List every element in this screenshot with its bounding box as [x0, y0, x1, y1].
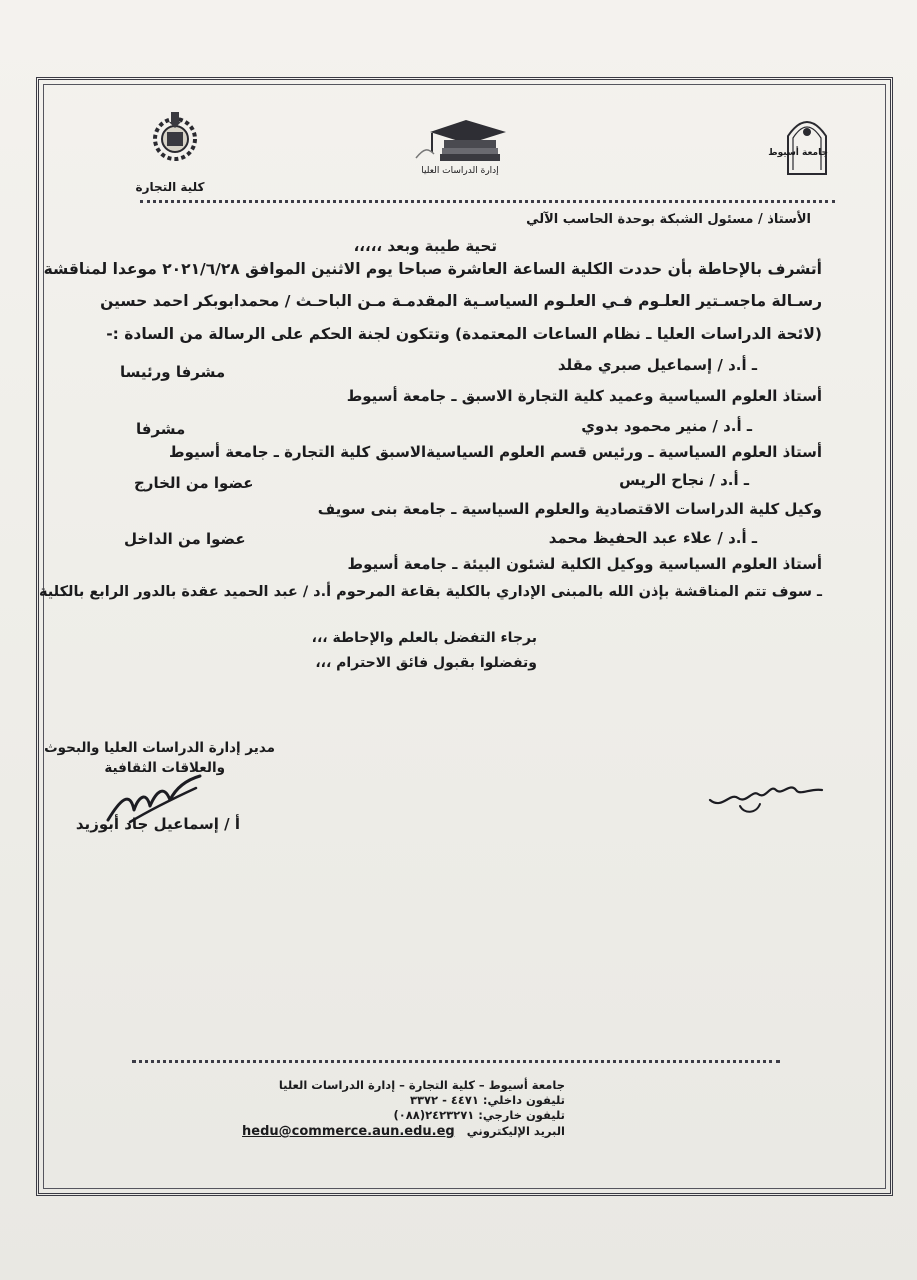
- center-logo-caption: إدارة الدراسات العليا: [421, 166, 499, 176]
- graduation-cap-logo-icon: [410, 118, 510, 170]
- faculty-label: كلية التجارة: [135, 180, 205, 194]
- footer-divider: [132, 1060, 780, 1063]
- paragraph-line-1: أتشرف بالإحاطة بأن حددت الكلية الساعة العاشرة صباحا يوم الاثنين الموافق ٢٠٢١/٦/٢٨ موعدا لمناقشة: [43, 260, 822, 278]
- footer-line-3: تليفون خارجي: ٢٤٢٣٢٧١(٠٨٨): [393, 1108, 565, 1122]
- signatory-name: أ / إسماعيل جاد أبوزيد: [75, 815, 240, 833]
- member-4-role: عضوا من الداخل: [124, 530, 246, 548]
- paragraph-line-2: رسـالة ماجسـتير العلـوم فـي العلـوم السياسـية المقدمـة مـن الباحـث / محمدابوبكر احمد حسين: [100, 292, 822, 310]
- member-3-title: وكيل كلية الدراسات الاقتصادية والعلوم السياسية ـ جامعة بنى سويف: [317, 500, 822, 518]
- signatory-title-line-2: والعلاقات الثقافية: [104, 760, 225, 776]
- member-4-title: أستاذ العلوم السياسية ووكيل الكلية لشئون البيئة ـ جامعة أسيوط: [347, 555, 822, 573]
- footer-email-row: [242, 1124, 565, 1139]
- header-divider: [140, 200, 835, 203]
- paragraph-line-3: (لائحة الدراسات العليا ـ نظام الساعات المعتمدة) وتتكون لجنة الحكم على الرسالة من السادة :-: [106, 325, 822, 343]
- member-1-name: ـ أ.د / إسماعيل صبري مقلد: [557, 356, 757, 374]
- signature-right: [700, 770, 830, 820]
- member-1-role: مشرفا ورئيسا: [120, 363, 226, 381]
- footer-email-link[interactable]: hedu@commerce.aun.edu.eg: [242, 1124, 455, 1139]
- venue-note: ـ سوف تتم المناقشة بإذن الله بالمبنى الإداري بالكلية بقاعة المرحوم أ.د / عبد الحميد عقدة بالدور الرابع بالكلية: [38, 584, 822, 600]
- greeting: تحية طيبة وبعد ،،،،،: [353, 237, 497, 255]
- faculty-logo-icon: [150, 108, 200, 166]
- member-3-name: ـ أ.د / نجاح الريس: [619, 471, 749, 489]
- member-1-title: أستاذ العلوم السياسية وعميد كلية التجارة الاسبق ـ جامعة أسيوط: [346, 387, 822, 405]
- university-logo-text: جامعة أسيوط: [768, 148, 828, 158]
- member-2-name: ـ أ.د / منير محمود بدوي: [581, 417, 752, 435]
- closing-line-1: برجاء التفضل بالعلم والإحاطة ،،،: [311, 630, 537, 646]
- recipient: الأستاذ / مسئول الشبكة بوحدة الحاسب الآلي: [526, 212, 811, 227]
- footer-line-2: تليفون داخلي: ٤٤٧١ - ٣٣٧٢: [409, 1093, 565, 1107]
- signatory-title-line-1: مدير إدارة الدراسات العليا والبحوث: [44, 740, 275, 756]
- member-4-name: ـ أ.د / علاء عبد الحفيظ محمد: [548, 529, 757, 547]
- university-logo-icon: [768, 112, 832, 176]
- closing-line-2: وتفضلوا بقبول فائق الاحترام ،،،: [315, 655, 537, 671]
- footer-line-1: جامعة أسيوط – كلية التجارة – إدارة الدراسات العليا: [278, 1078, 565, 1092]
- member-3-role: عضوا من الخارج: [134, 474, 254, 492]
- footer-email-label: البريد الإليكتروني: [466, 1124, 565, 1138]
- member-2-role: مشرفا: [136, 420, 186, 438]
- member-2-title: أستاذ العلوم السياسية ـ ورئيس قسم العلوم السياسيةالاسبق كلية التجارة ـ جامعة أسيوط: [169, 443, 822, 461]
